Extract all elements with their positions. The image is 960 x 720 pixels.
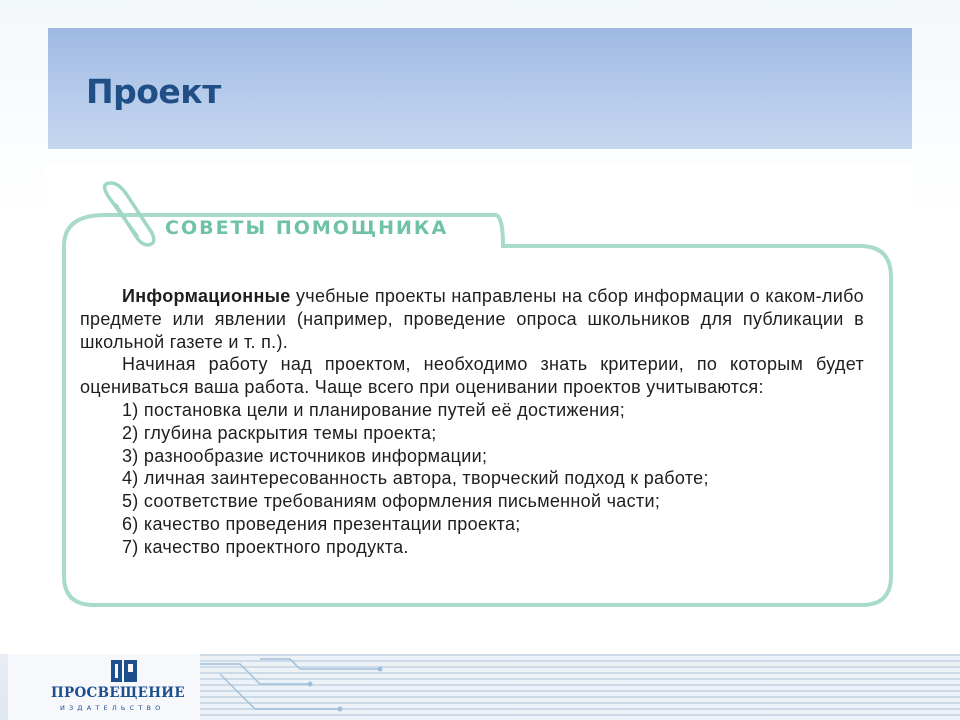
logo-area (8, 654, 200, 720)
list-item: 1) постановка цели и планирование путей её достижения; (122, 399, 626, 420)
tab-label: СОВЕТЫ ПОМОЩНИКА (165, 217, 449, 239)
criteria-list (80, 399, 864, 559)
list-item: 6) качество проведения презентации проекта; (122, 513, 521, 534)
publisher-logo-icon (109, 658, 139, 684)
slide-title: Проект (86, 72, 221, 111)
list-item: 3) разнообразие источников информации; (122, 445, 488, 466)
list-item: 5) соответствие требованиям оформления письменной части; (122, 491, 661, 512)
advice-text (80, 285, 864, 559)
logo-subtitle: ИЗДАТЕЛЬСТВО (60, 704, 165, 712)
list-item: 7) качество проектного продукта. (122, 536, 409, 557)
footer (0, 654, 960, 720)
intro-paragraph (80, 285, 864, 353)
logo-name: ПРОСВЕЩЕНИЕ (51, 685, 185, 701)
list-item: 4) личная заинтересованность автора, творческий подход к работе; (122, 468, 709, 489)
circuit-decoration (200, 654, 960, 720)
intro-rest: учебные проекты направлены на сбор информации о каком-либо предмете или явлении (например, проведение опроса школьников для публикации в школьной газете и т. п.). (80, 286, 864, 352)
list-item: 2) глубина раскрытия темы проекта; (122, 422, 437, 443)
criteria-intro: Начиная работу над проектом, необходимо знать критерии, по которым будет оцениваться ваша работа. Чаще всего при оценивании проектов учитываются: (80, 354, 864, 398)
intro-bold-term: Информационные (122, 286, 291, 306)
